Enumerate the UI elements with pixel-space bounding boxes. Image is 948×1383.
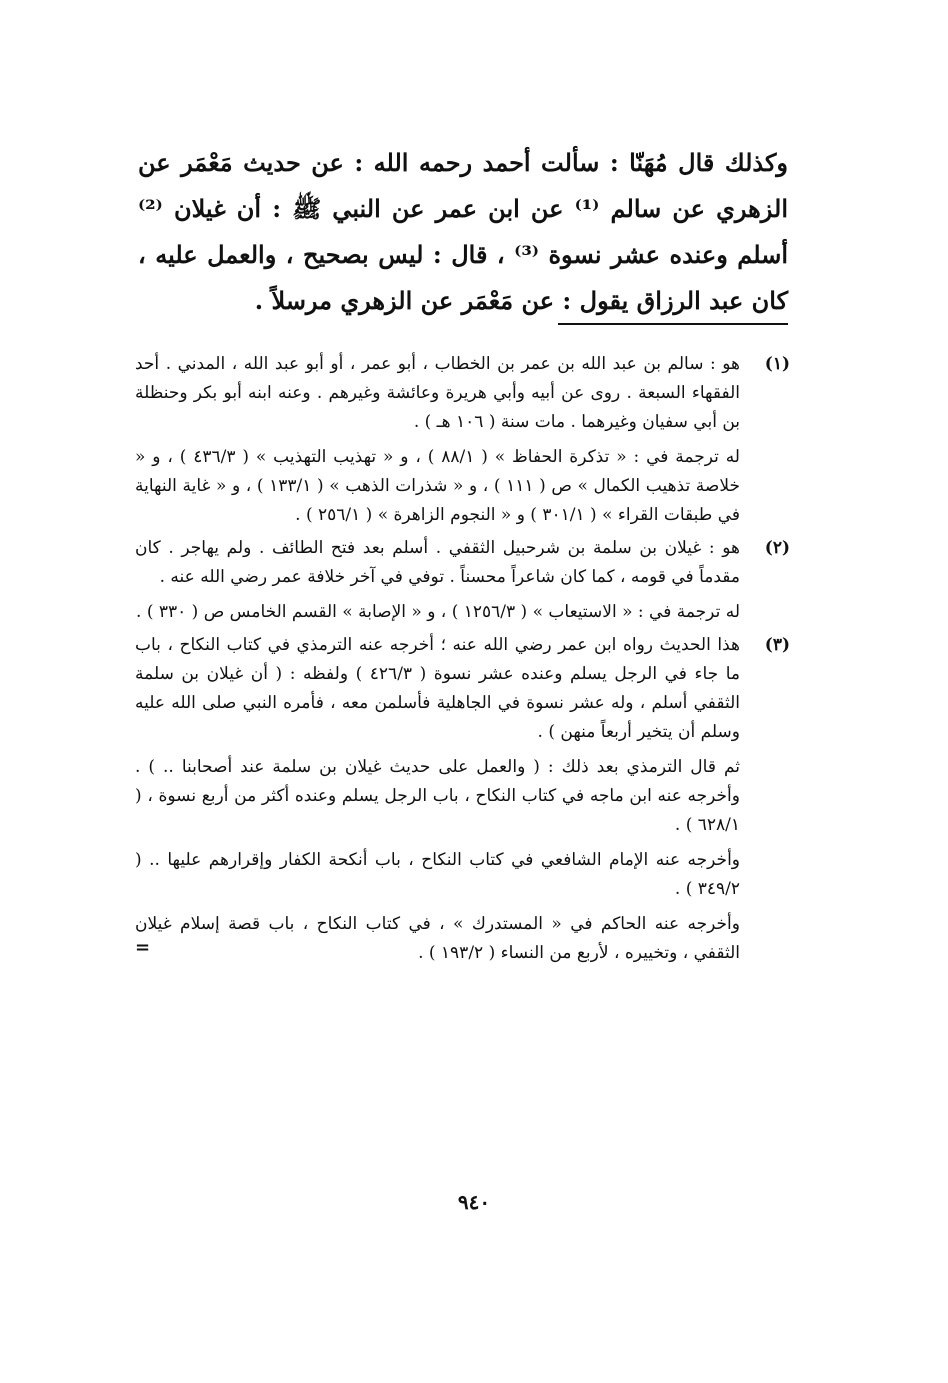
footnote-3 <box>135 631 790 968</box>
footnote-paragraph: ثم قال الترمذي بعد ذلك : ( والعمل على حديث غيلان بن سلمة عند أصحابنا .. ) . وأخرجه عنه ابن ماجه في كتاب النكاح ، باب الرجل يسلم وعنده أكثر من أربع نسوة ، ( ٦٢٨/١ ) . <box>135 757 740 835</box>
footnote-paragraph: وأخرجه عنه الحاكم في « المستدرك » ، في كتاب النكاح ، باب قصة إسلام غيلان الثقفي ، وتخييره ، لأربع من النساء ( ١٩٣/٢ ) . <box>135 914 740 963</box>
footnote-2 <box>135 534 790 627</box>
footnote-number: (٢) <box>764 538 790 558</box>
footnote-paragraph: هو : غيلان بن سلمة بن شرحبيل الثقفي . أسلم بعد فتح الطائف . ولم يهاجر . كان مقدماً في قومه ، كما كان شاعراً محسناً . توفي في آخر خلافة عمر رضي الله عنه . <box>135 538 740 587</box>
footnote-paragraph: وأخرجه عنه الإمام الشافعي في كتاب النكاح ، باب أنكحة الكفار وإقرارهم عليها .. ( ٣٤٩/٢ ) . <box>135 850 740 899</box>
footnote-number: (٣) <box>764 635 790 655</box>
footnotes-section <box>135 350 790 972</box>
main-text-block <box>138 140 788 324</box>
page-number: ٩٤٠ <box>457 1190 491 1214</box>
footnote-number: (١) <box>764 354 790 374</box>
footnote-paragraph: هو : سالم بن عبد الله بن عمر بن الخطاب ، أبو عمر ، أو أبو عبد الله ، المدني . أحد الفقهاء السبعة . روى عن أبيه وأبي هريرة وعائشة وغيرهم . وعنه ابنه أبو بكر وحنظلة بن أبي سفيان وغيرهما . مات سنة ( ١٠٦ هـ ) . <box>135 354 740 432</box>
footnote-paragraph: هذا الحديث رواه ابن عمر رضي الله عنه ؛ أخرجه عنه الترمذي في كتاب النكاح ، باب ما جاء في الرجل يسلم وعنده عشر نسوة ( ٤٢٦/٣ ) ولفظه : ( أن غيلان بن سلمة الثقفي أسلم ، وله عشر نسوة في الجاهلية فأسلمن معه ، فأمره النبي صلى الله عليه وسلم أن يتخير أربعاً منهن ) . <box>135 635 741 742</box>
footnote-paragraph: له ترجمة في : « تذكرة الحفاظ » ( ٨٨/١ ) ، و « تهذيب التهذيب » ( ٤٣٦/٣ ) ، و « خلاصة تذهيب الكمال » ص ( ١١١ ) ، و « شذرات الذهب » ( ١٣٣/١ ) ، و « غاية النهاية في طبقات القراء » ( ٣٠١/١ ) و « النجوم الزاهرة » ( ٢٥٦/١ ) . <box>135 447 740 525</box>
footnote-separator <box>558 323 788 325</box>
main-paragraph: وكذلك قال مُهَنّا : سألت أحمد رحمه الله : عن حديث مَعْمَر عن الزهري عن سالم ⁽¹⁾ عن ابن عمر عن النبي ﷺ : أن غيلان ⁽²⁾ أسلم وعنده عشر نسوة ⁽³⁾ ، قال : ليس بصحيح ، والعمل عليه ، كان عبد الرزاق يقول : عن مَعْمَر عن الزهري مرسلاً . <box>138 148 789 315</box>
footnote-1 <box>135 350 790 530</box>
footnote-paragraph: له ترجمة في : « الاستيعاب » ( ١٢٥٦/٣ ) ، و « الإصابة » القسم الخامس ص ( ٣٣٠ ) . <box>136 602 740 622</box>
continuation-mark: = <box>135 937 151 958</box>
